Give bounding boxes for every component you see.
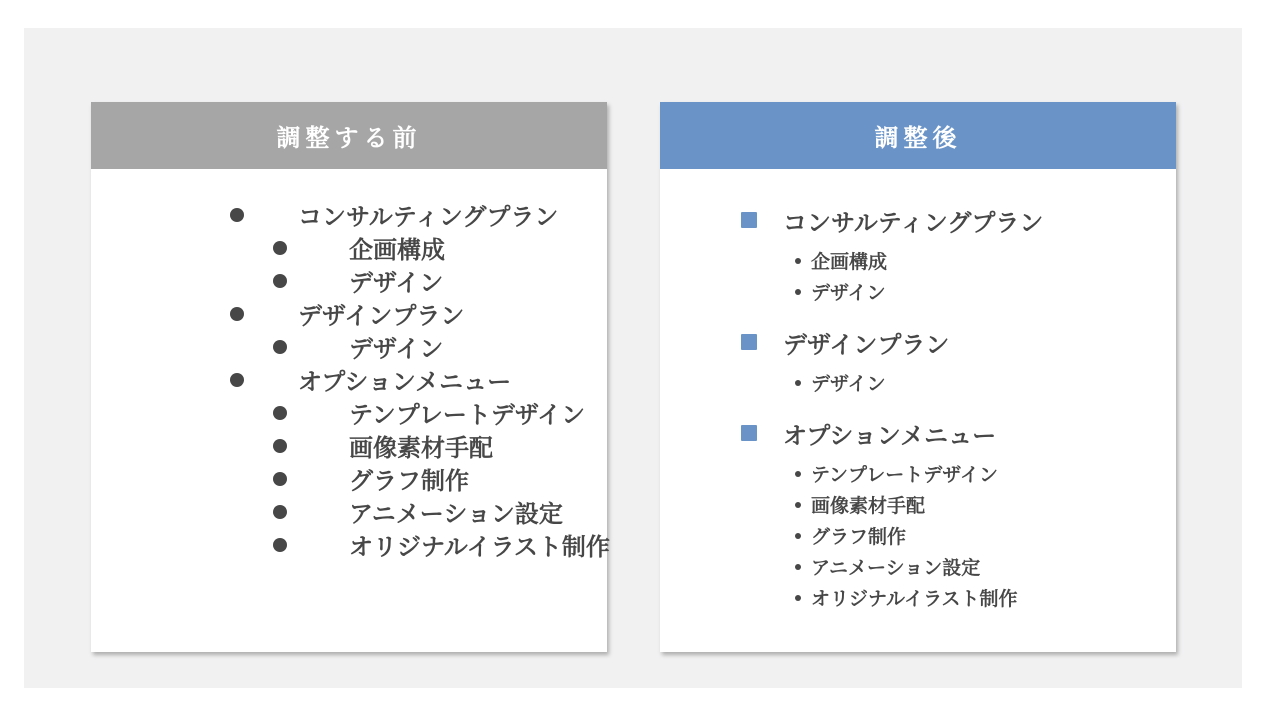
bullet-dot-icon	[795, 564, 801, 570]
list-item	[91, 231, 607, 264]
sub-list	[660, 458, 1176, 613]
list-item-label: デザイン	[349, 336, 444, 363]
before-panel-header	[91, 102, 607, 169]
list-item	[660, 520, 1176, 551]
list-item-label: オプションメニュー	[783, 422, 997, 450]
list-item	[91, 330, 607, 363]
after-panel	[660, 102, 1176, 652]
bullet-circle-icon	[273, 472, 287, 486]
list-item-label: オプションメニュー	[298, 369, 512, 396]
list-item-label: 画像素材手配	[811, 496, 926, 517]
list-item-label: デザイン	[811, 374, 886, 395]
bullet-circle-icon	[230, 208, 244, 222]
list-item	[660, 414, 1176, 452]
list-item	[660, 323, 1176, 361]
bullet-square-icon	[741, 334, 757, 350]
list-item-label: アニメーション設定	[349, 501, 563, 528]
bullet-circle-icon	[273, 538, 287, 552]
list-item-label: グラフ制作	[811, 527, 907, 548]
list-item	[91, 462, 607, 495]
bullet-circle-icon	[273, 439, 287, 453]
list-group	[660, 323, 1176, 398]
list-item	[91, 429, 607, 462]
list-item	[91, 363, 607, 396]
bullet-dot-icon	[795, 533, 801, 539]
bullet-circle-icon	[273, 241, 287, 255]
after-list	[660, 169, 1176, 613]
bullet-circle-icon	[230, 373, 244, 387]
before-panel	[91, 102, 610, 652]
list-item-label: 企画構成	[811, 252, 888, 273]
after-panel-header	[660, 102, 1176, 169]
after-panel-title: 調整後	[874, 125, 962, 152]
list-item	[660, 201, 1176, 239]
list-item	[91, 198, 607, 231]
list-group	[660, 414, 1176, 613]
bullet-square-icon	[741, 212, 757, 228]
list-item-label: デザインプラン	[783, 331, 950, 359]
bullet-circle-icon	[273, 505, 287, 519]
list-item-label: デザインプラン	[298, 303, 465, 330]
list-item-label: テンプレートデザイン	[811, 465, 998, 486]
list-item-label: オリジナルイラスト制作	[811, 589, 1018, 610]
list-item-label: コンサルティングプラン	[783, 209, 1044, 237]
bullet-dot-icon	[795, 289, 801, 295]
sub-list	[660, 245, 1176, 307]
list-item-label: アニメーション設定	[811, 558, 981, 579]
list-item-label: デザイン	[811, 283, 886, 304]
before-list	[91, 169, 610, 561]
list-item	[660, 489, 1176, 520]
list-item-label: 画像素材手配	[349, 435, 493, 462]
list-item	[91, 495, 607, 528]
bullet-circle-icon	[273, 340, 287, 354]
list-item	[660, 582, 1176, 613]
sub-list	[660, 367, 1176, 398]
before-panel-title: 調整する前	[276, 125, 422, 152]
bullet-circle-icon	[273, 274, 287, 288]
list-item	[91, 297, 607, 330]
list-item-label: デザイン	[349, 270, 444, 297]
list-item	[660, 276, 1176, 307]
bullet-circle-icon	[230, 307, 244, 321]
bullet-circle-icon	[273, 406, 287, 420]
bullet-dot-icon	[795, 380, 801, 386]
list-item-label: 企画構成	[349, 237, 445, 264]
list-item-label: テンプレートデザイン	[349, 402, 586, 429]
list-item	[91, 528, 610, 561]
list-item	[660, 367, 1176, 398]
list-item-label: グラフ制作	[349, 468, 469, 495]
bullet-dot-icon	[795, 258, 801, 264]
list-group	[660, 201, 1176, 307]
list-item	[91, 396, 607, 429]
bullet-square-icon	[741, 425, 757, 441]
list-item-label: コンサルティングプラン	[298, 204, 559, 231]
bullet-dot-icon	[795, 502, 801, 508]
bullet-dot-icon	[795, 595, 801, 601]
list-item	[660, 551, 1176, 582]
list-item	[91, 264, 607, 297]
list-item	[660, 458, 1176, 489]
list-item-label: オリジナルイラスト制作	[349, 534, 610, 561]
bullet-dot-icon	[795, 471, 801, 477]
list-item	[660, 245, 1176, 276]
